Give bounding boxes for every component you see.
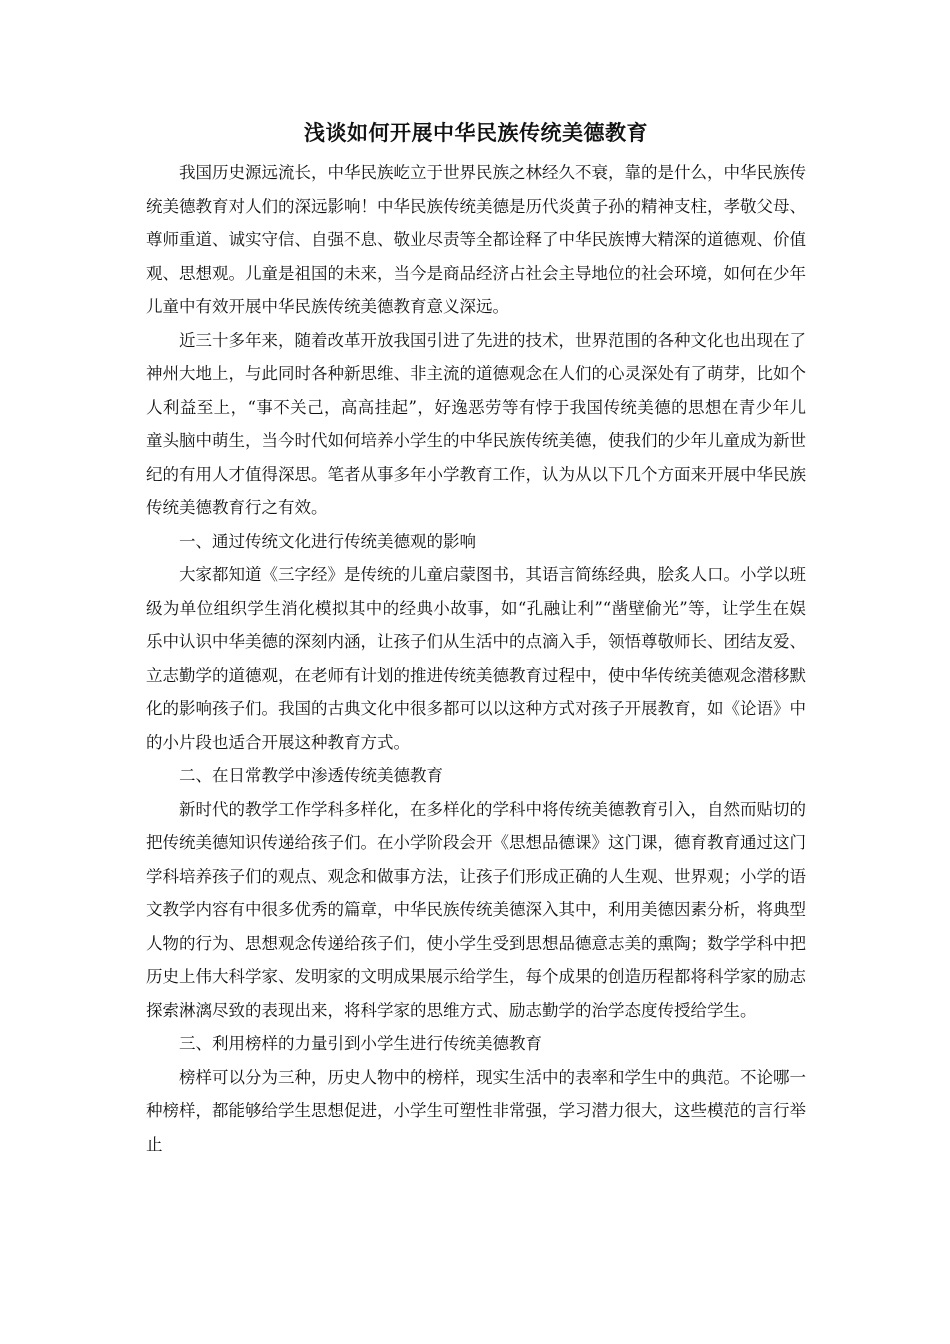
paragraph-section-2: 新时代的教学工作学科多样化，在多样化的学科中将传统美德教育引入，自然而贴切的把传统美德知识传递给孩子们。在小学阶段会开《思想品德课》这门课，德育教育通过这门学科培养孩子们的观点、观念和做事方法，让孩子们形成正确的人生观、世界观；小学的语文教学内容有中很多优秀的篇章，中华民族传统美德深入其中，利用美德因素分析，将典型人物的行为、思想观念传递给孩子们，使小学生受到思想品德意志美的熏陶；数学学科中把历史上伟大科学家、发明家的文明成果展示给学生，每个成果的创造历程都将科学家的励志探索淋漓尽致的表现出来，将科学家的思维方式、励志勤学的治学态度传授给学生。 bbox=[146, 799, 806, 1020]
document-title: 浅谈如何开展中华民族传统美德教育 bbox=[304, 120, 648, 145]
section-heading-3: 三、利用榜样的力量引到小学生进行传统美德教育 bbox=[179, 1034, 542, 1053]
paragraph-section-3: 榜样可以分为三种，历史人物中的榜样，现实生活中的表率和学生中的典范。不论哪一种榜样，都能够给学生思想促进，小学生可塑性非常强，学习潜力很大，这些模范的言行举止 bbox=[146, 1067, 806, 1154]
paragraph-background: 近三十多年来，随着改革开放我国引进了先进的技术，世界范围的各种文化也出现在了神州大地上，与此同时各种新思维、非主流的道德观念在人们的心灵深处有了萌芽，比如个人利益至上，“事不关己，高高挂起”，好逸恶劳等有悖于我国传统美德的思想在青少年儿童头脑中萌生，当今时代如何培养小学生的中华民族传统美德，使我们的少年儿童成为新世纪的有用人才值得深思。笔者从事多年小学教育工作，认为从以下几个方面来开展中华民族传统美德教育行之有效。 bbox=[146, 330, 806, 517]
section-heading-2: 二、在日常教学中渗透传统美德教育 bbox=[179, 766, 443, 785]
document-page bbox=[146, 118, 806, 1161]
paragraph-section-1: 大家都知道《三字经》是传统的儿童启蒙图书，其语言简练经典，脍炙人口。小学以班级为单位组织学生消化模拟其中的经典小故事，如“孔融让利”“凿壁偷光”等，让学生在娱乐中认识中华美德的深刻内涵，让孩子们从生活中的点滴入手，领悟尊敬师长、团结友爱、立志勤学的道德观，在老师有计划的推进传统美德教育过程中，使中华传统美德观念潜移默化的影响孩子们。我国的古典文化中很多都可以以这种方式对孩子开展教育，如《论语》中的小片段也适合开展这种教育方式。 bbox=[146, 565, 806, 752]
section-heading-1: 一、通过传统文化进行传统美德观的影响 bbox=[179, 531, 476, 551]
paragraph-intro: 我国历史源远流长，中华民族屹立于世界民族之林经久不衰，靠的是什么，中华民族传统美德教育对人们的深远影响！中华民族传统美德是历代炎黄子孙的精神支柱，孝敬父母、尊师重道、诚实守信、自强不息、敬业尽责等全都诠释了中华民族博大精深的道德观、价值观、思想观。儿童是祖国的未来，当今是商品经济占社会主导地位的社会环境，如何在少年儿童中有效开展中华民族传统美德教育意义深远。 bbox=[146, 163, 806, 316]
